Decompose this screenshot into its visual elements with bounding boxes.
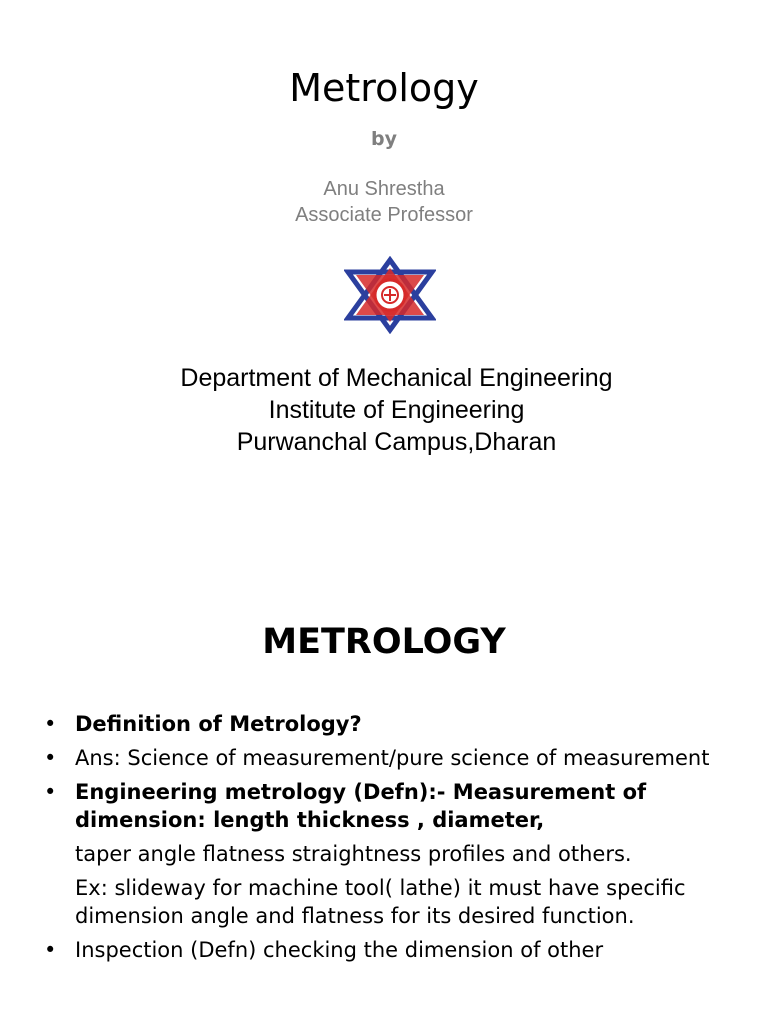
bullet-list [44,710,734,970]
author-block [0,176,768,228]
author-title: Associate Professor [295,204,473,226]
department-name: Department of Mechanical Engineering [180,364,613,392]
list-item [44,936,734,964]
department-block [0,362,768,458]
list-item [44,744,734,772]
slide-heading: METROLOGY [262,622,506,662]
list-item-text: Definition of Metrology? [75,712,362,736]
campus-name: Purwanchal Campus,Dharan [236,428,557,456]
institute-name: Institute of Engineering [268,396,525,424]
bullet-icon: • [44,780,57,804]
list-item-text: Engineering metrology (Defn):- Measurement of dimension: length thickness , diameter, [75,780,647,832]
university-logo-icon [344,256,436,334]
list-item [44,710,734,738]
bullet-icon: • [44,938,57,962]
by-label: by [371,128,397,150]
list-item-text: Inspection (Defn) checking the dimension of other [75,938,604,962]
author-name: Anu Shrestha [323,178,445,200]
sub-paragraph: Ex: slideway for machine tool( lathe) it must have specific dimension angle and flatness for its desired function. [75,876,686,928]
sub-paragraph: taper angle flatness straightness profiles and others. [75,842,632,866]
list-item [44,778,734,834]
bullet-icon: • [44,746,57,770]
slide-title: Metrology [289,66,479,110]
list-item-text: Ans: Science of measurement/pure science of measurement [75,746,710,770]
bullet-icon: • [44,712,57,736]
content-slide [0,600,768,1024]
